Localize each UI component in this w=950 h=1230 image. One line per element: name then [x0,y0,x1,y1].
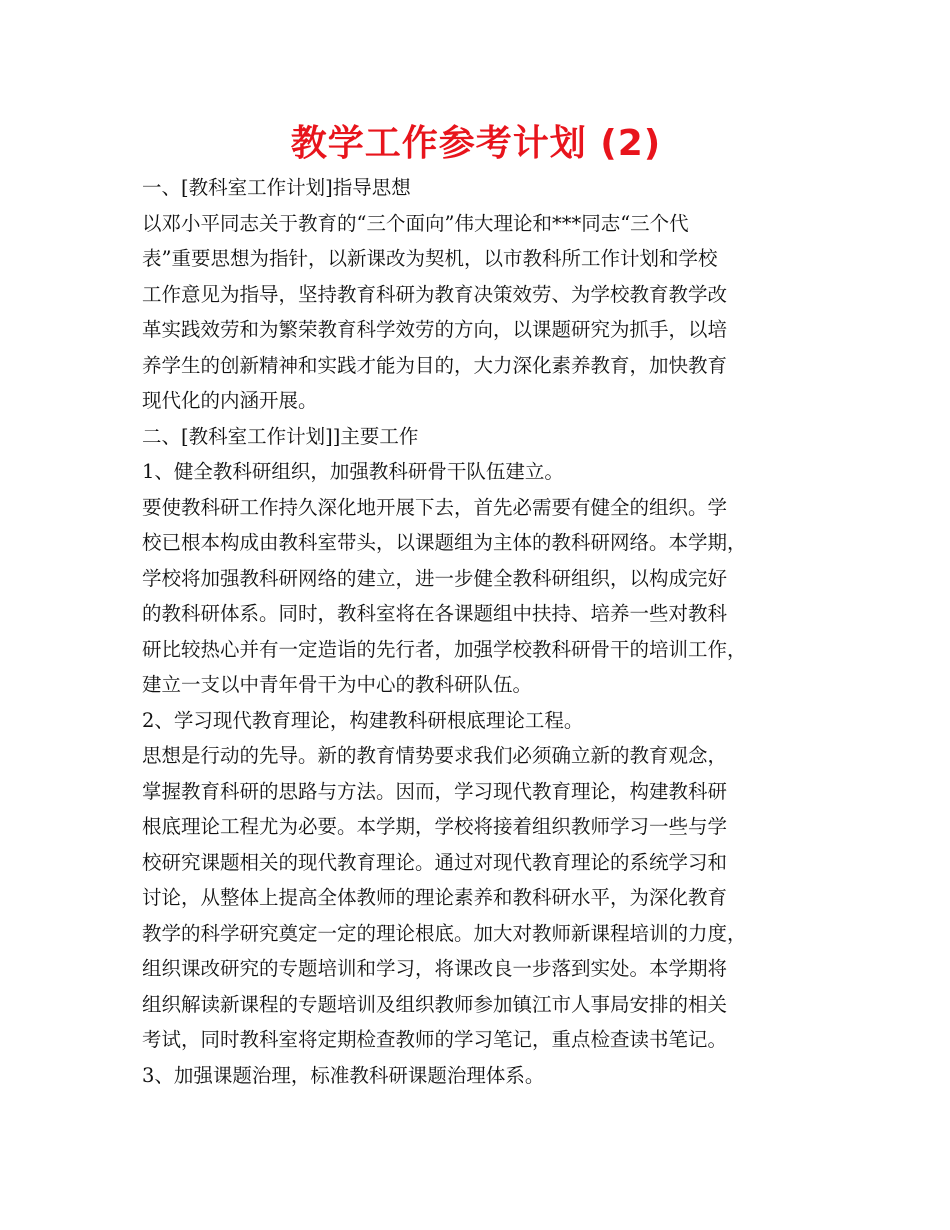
paragraph-line: 组织解读新课程的专题培训及组织教师参加镇江市人事局安排的相关 [142,992,728,1016]
subheading-item-1: 1、健全教科研组织，加强教科研骨干队伍建立。 [142,460,564,483]
paragraph-line: 教学的科学研究奠定一定的理论根底。加大对教师新课程培训的力度， [142,921,747,945]
paragraph-line: 养学生的创新精神和实践才能为目的，大力深化素养教育，加快教育 [142,353,728,377]
paragraph-line: 考试，同时教科室将定期检查教师的学习笔记，重点检查读书笔记。 [142,1028,728,1051]
paragraph-line: 以邓小平同志关于教育的“三个面向”伟大理论和***同志“三个代 [142,211,689,235]
document-page [142,118,810,1093]
document-body [142,170,810,1093]
document-title: 教学工作参考计划 (2) [290,123,662,164]
paragraph-line: 表”重要思想为指针，以新课改为契机，以市教科所工作计划和学校 [142,247,718,270]
paragraph-line: 根底理论工程尤为必要。本学期，学校将接着组织教师学习一些与学 [142,815,728,838]
paragraph-line: 现代化的内涵开展。 [142,389,318,412]
paragraph-line: 校已根本构成由教科室带头，以课题组为主体的教科研网络。本学期， [142,531,747,554]
paragraph-line: 建立一支以中青年骨干为中心的教科研队伍。 [142,673,533,696]
paragraph-line: 革实践效劳和为繁荣教育科学效劳的方向，以课题研究为抓手，以培 [142,318,728,341]
paragraph-line: 的教科研体系。同时，教科室将在各课题组中扶持、培养一些对教科 [142,602,728,625]
subheading-item-2: 2、学习现代教育理论，构建教科研根底理论工程。 [142,708,584,732]
paragraph-line: 组织课改研究的专题培训和学习，将课改良一步落到实处。本学期将 [142,957,728,980]
paragraph-line: 校研究课题相关的现代教育理论。通过对现代教育理论的系统学习和 [142,850,728,874]
paragraph-line: 学校将加强教科研网络的建立，进一步健全教科研组织，以构成完好 [142,566,728,590]
paragraph-line: 讨论，从整体上提高全体教师的理论素养和教科研水平，为深化教育 [142,886,728,909]
paragraph-line: 工作意见为指导，坚持教育科研为教育决策效劳、为学校教育教学改 [142,282,728,306]
section-heading-guiding-ideology: 一、[教科室工作计划]指导思想 [142,176,411,199]
subheading-item-3: 3、加强课题治理，标准教科研课题治理体系。 [142,1063,545,1087]
paragraph-line: 要使教科研工作持久深化地开展下去，首先必需要有健全的组织。学 [142,495,728,519]
paragraph-line: 研比较热心并有一定造诣的先行者，加强学校教科研骨干的培训工作， [142,637,747,661]
paragraph-line: 掌握教育科研的思路与方法。因而，学习现代教育理论，构建教科研 [142,779,728,803]
section-heading-main-work: 二、[教科室工作计划]]主要工作 [142,424,419,448]
paragraph-line: 思想是行动的先导。新的教育情势要求我们必须确立新的教育观念， [142,744,728,767]
